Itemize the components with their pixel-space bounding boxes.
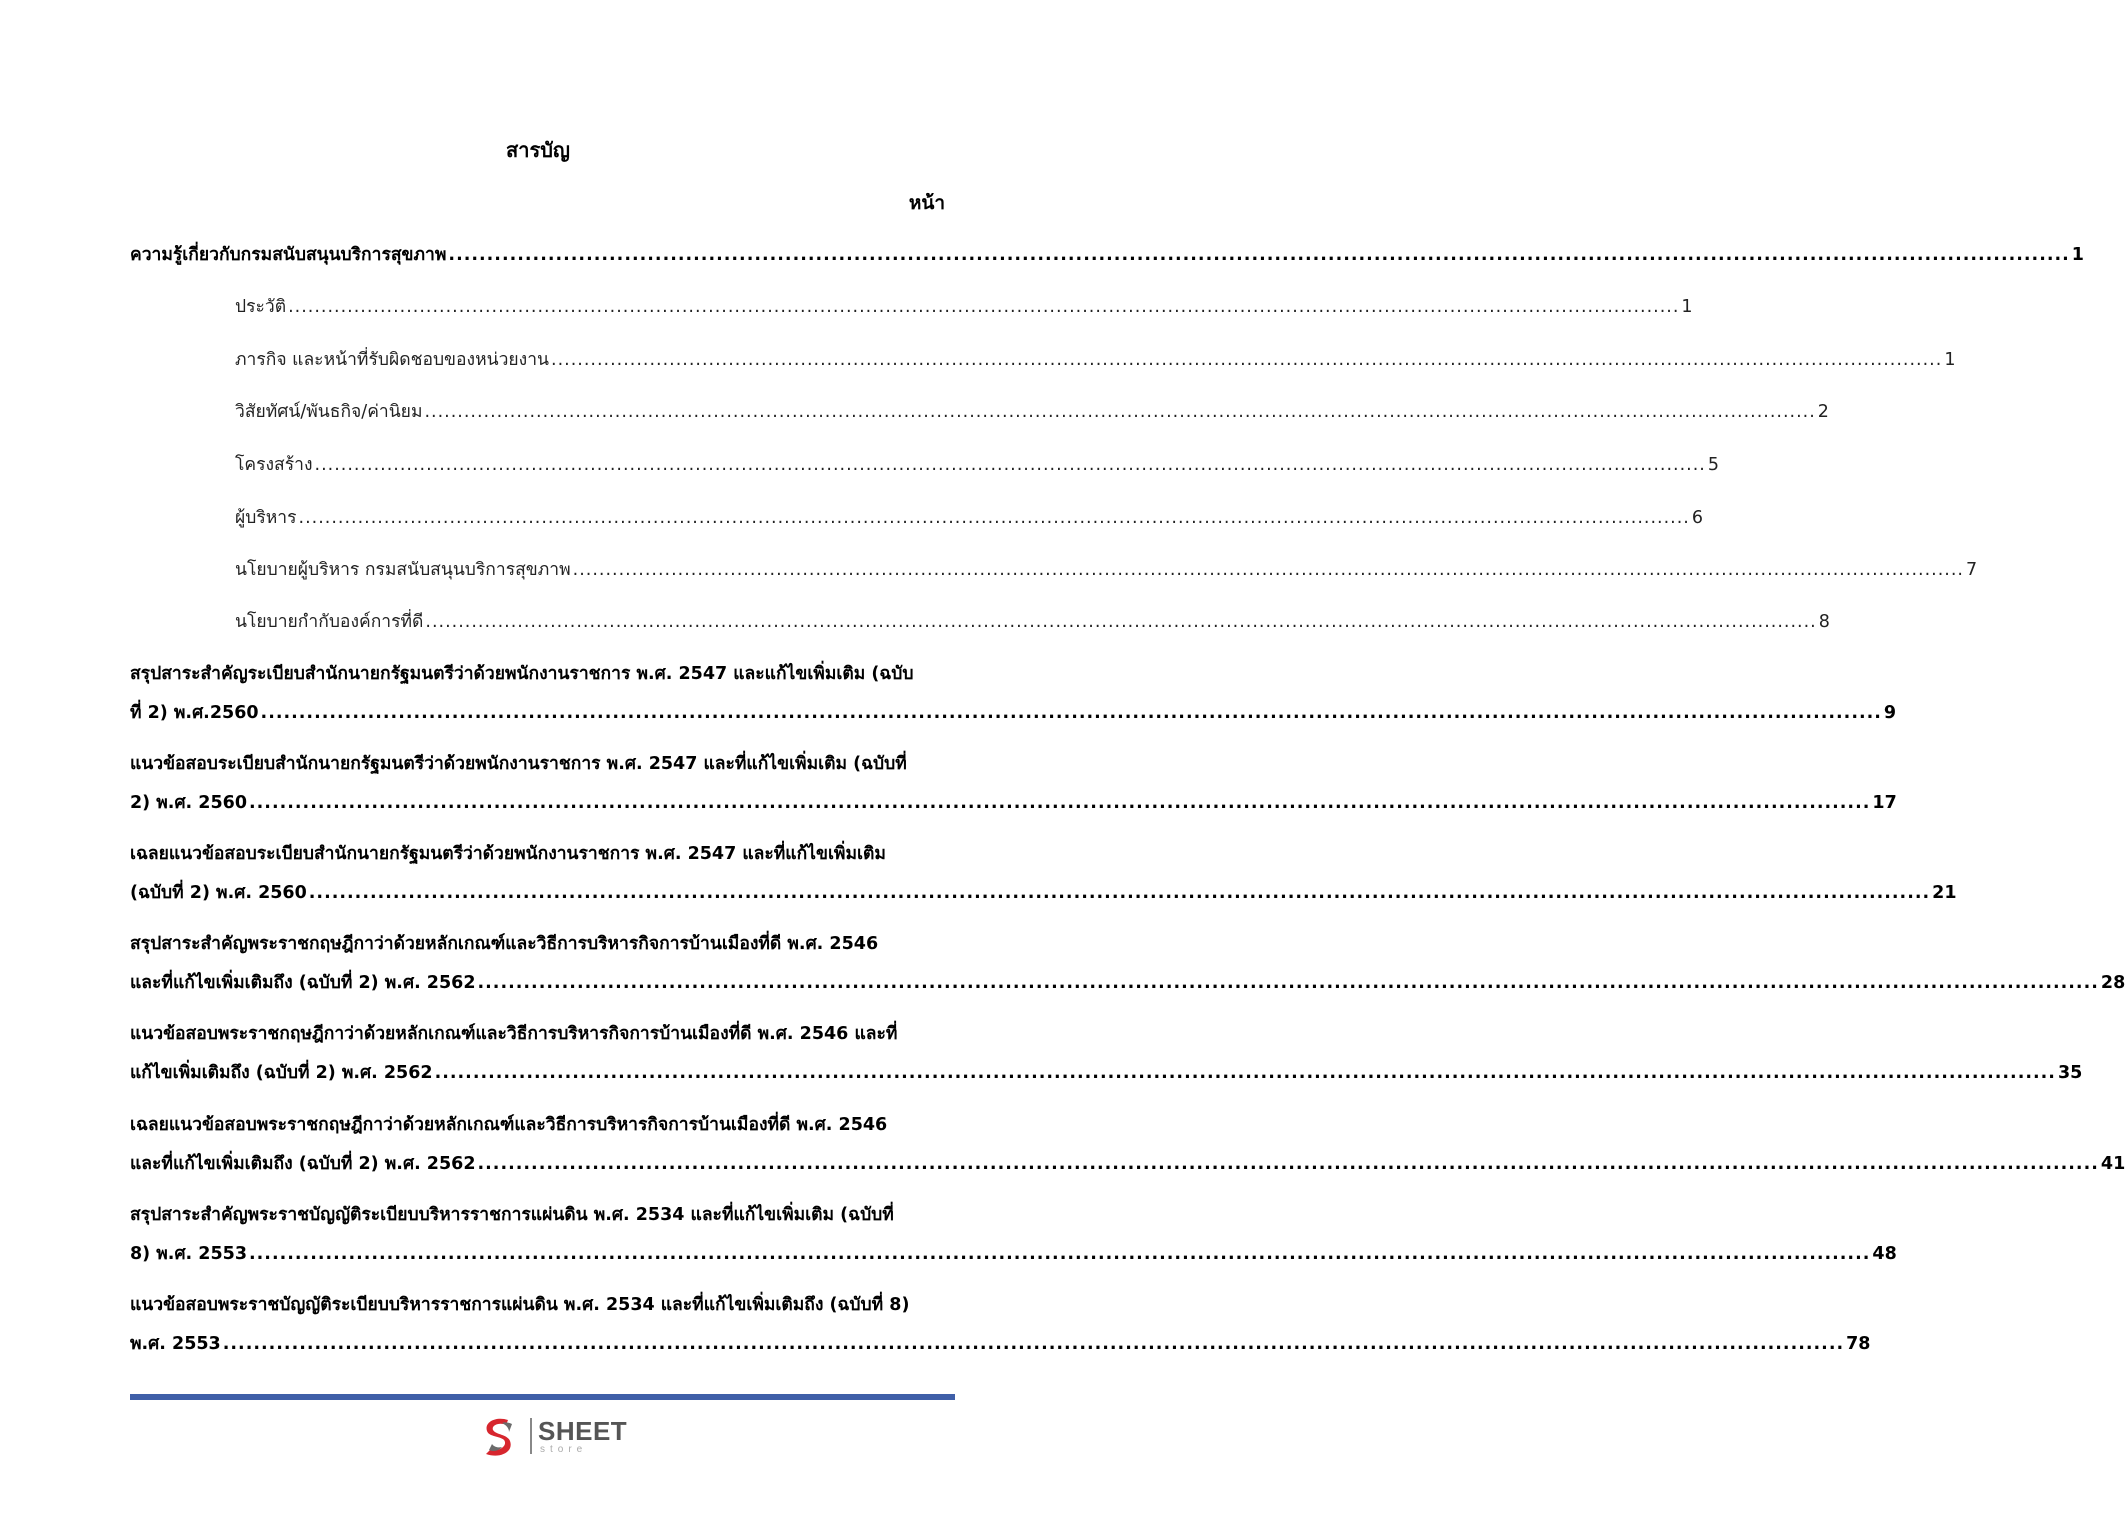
- page-title: สารบัญ: [506, 138, 570, 162]
- toc-entry[interactable]: แนวข้อสอบพระราชบัญญัติระเบียบบริหารราชการแผ่นดิน พ.ศ. 2534 และที่แก้ไขเพิ่มเติมถึง (ฉบับที่ 8) พ.ศ. 2553 .................................................................................................................................................................................................................... 78: [130, 1295, 1871, 1354]
- footer-rule: [130, 1394, 955, 1400]
- toc-entry[interactable]: แนวข้อสอบพระราชกฤษฎีกาว่าด้วยหลักเกณฑ์และวิธีการบริหารกิจการบ้านเมืองที่ดี พ.ศ. 2546 และที่ แก้ไขเพิ่มเติมถึง (ฉบับที่ 2) พ.ศ. 2562 .................................................................................................................................................................................................................... 35: [130, 1024, 2083, 1083]
- logo-separator: [530, 1418, 532, 1454]
- sheet-store-logo-icon: [478, 1414, 522, 1458]
- toc-entry[interactable]: สรุปสาระสำคัญระเบียบสำนักนายกรัฐมนตรีว่าด้วยพนักงานราชการ พ.ศ. 2547 และแก้ไขเพิ่มเติม (ฉบับ ที่ 2) พ.ศ.2560 .................................................................................................................................................................................................................... 9: [130, 664, 1897, 723]
- toc-subentry[interactable]: วิสัยทัศน์/พันธกิจ/ค่านิยม .................................................................................................................................................................................................................... 2: [235, 402, 1829, 422]
- sheet-store-logo: [478, 1414, 628, 1460]
- toc-subentry[interactable]: ประวัติ .................................................................................................................................................................................................................... 1: [235, 297, 1693, 317]
- toc-subentry[interactable]: นโยบายผู้บริหาร กรมสนับสนุนบริการสุขภาพ .................................................................................................................................................................................................................... 7: [235, 560, 1978, 580]
- toc-entry[interactable]: เฉลยแนวข้อสอบพระราชกฤษฎีกาว่าด้วยหลักเกณฑ์และวิธีการบริหารกิจการบ้านเมืองที่ดี พ.ศ. 2546 และที่แก้ไขเพิ่มเติมถึง (ฉบับที่ 2) พ.ศ. 2562 .................................................................................................................................................................................................................... 41: [130, 1115, 2125, 1174]
- toc-entry[interactable]: สรุปสาระสำคัญพระราชกฤษฎีกาว่าด้วยหลักเกณฑ์และวิธีการบริหารกิจการบ้านเมืองที่ดี พ.ศ. 2546 และที่แก้ไขเพิ่มเติมถึง (ฉบับที่ 2) พ.ศ. 2562 .................................................................................................................................................................................................................... 28: [130, 934, 2125, 993]
- logo-subtitle: store: [540, 1444, 588, 1455]
- page-column-header: หน้า: [908, 192, 945, 214]
- toc-subentry[interactable]: นโยบายกำกับองค์การที่ดี .................................................................................................................................................................................................................... 8: [235, 612, 1830, 632]
- toc-entry[interactable]: เฉลยแนวข้อสอบระเบียบสำนักนายกรัฐมนตรีว่าด้วยพนักงานราชการ พ.ศ. 2547 และที่แก้ไขเพิ่มเติม (ฉบับที่ 2) พ.ศ. 2560 .................................................................................................................................................................................................................... 21: [130, 844, 1957, 903]
- toc-subentry[interactable]: โครงสร้าง .................................................................................................................................................................................................................... 5: [235, 455, 1719, 475]
- toc-subentry[interactable]: ภารกิจ และหน้าที่รับผิดชอบของหน่วยงาน .................................................................................................................................................................................................................... 1: [235, 350, 1956, 370]
- toc-entry[interactable]: แนวข้อสอบระเบียบสำนักนายกรัฐมนตรีว่าด้วยพนักงานราชการ พ.ศ. 2547 และที่แก้ไขเพิ่มเติม (ฉบับที่ 2) พ.ศ. 2560 .................................................................................................................................................................................................................... 17: [130, 754, 1897, 813]
- toc-subentry[interactable]: ผู้บริหาร .................................................................................................................................................................................................................... 6: [235, 508, 1703, 528]
- toc-entry[interactable]: สรุปสาระสำคัญพระราชบัญญัติระเบียบบริหารราชการแผ่นดิน พ.ศ. 2534 และที่แก้ไขเพิ่มเติม (ฉบับที่ 8) พ.ศ. 2553 .................................................................................................................................................................................................................... 48: [130, 1205, 1897, 1264]
- toc-entry[interactable]: ความรู้เกี่ยวกับกรมสนับสนุนบริการสุขภาพ .................................................................................................................................................................................................................... 1: [130, 245, 2084, 265]
- logo-wordmark: SHEET: [538, 1416, 628, 1446]
